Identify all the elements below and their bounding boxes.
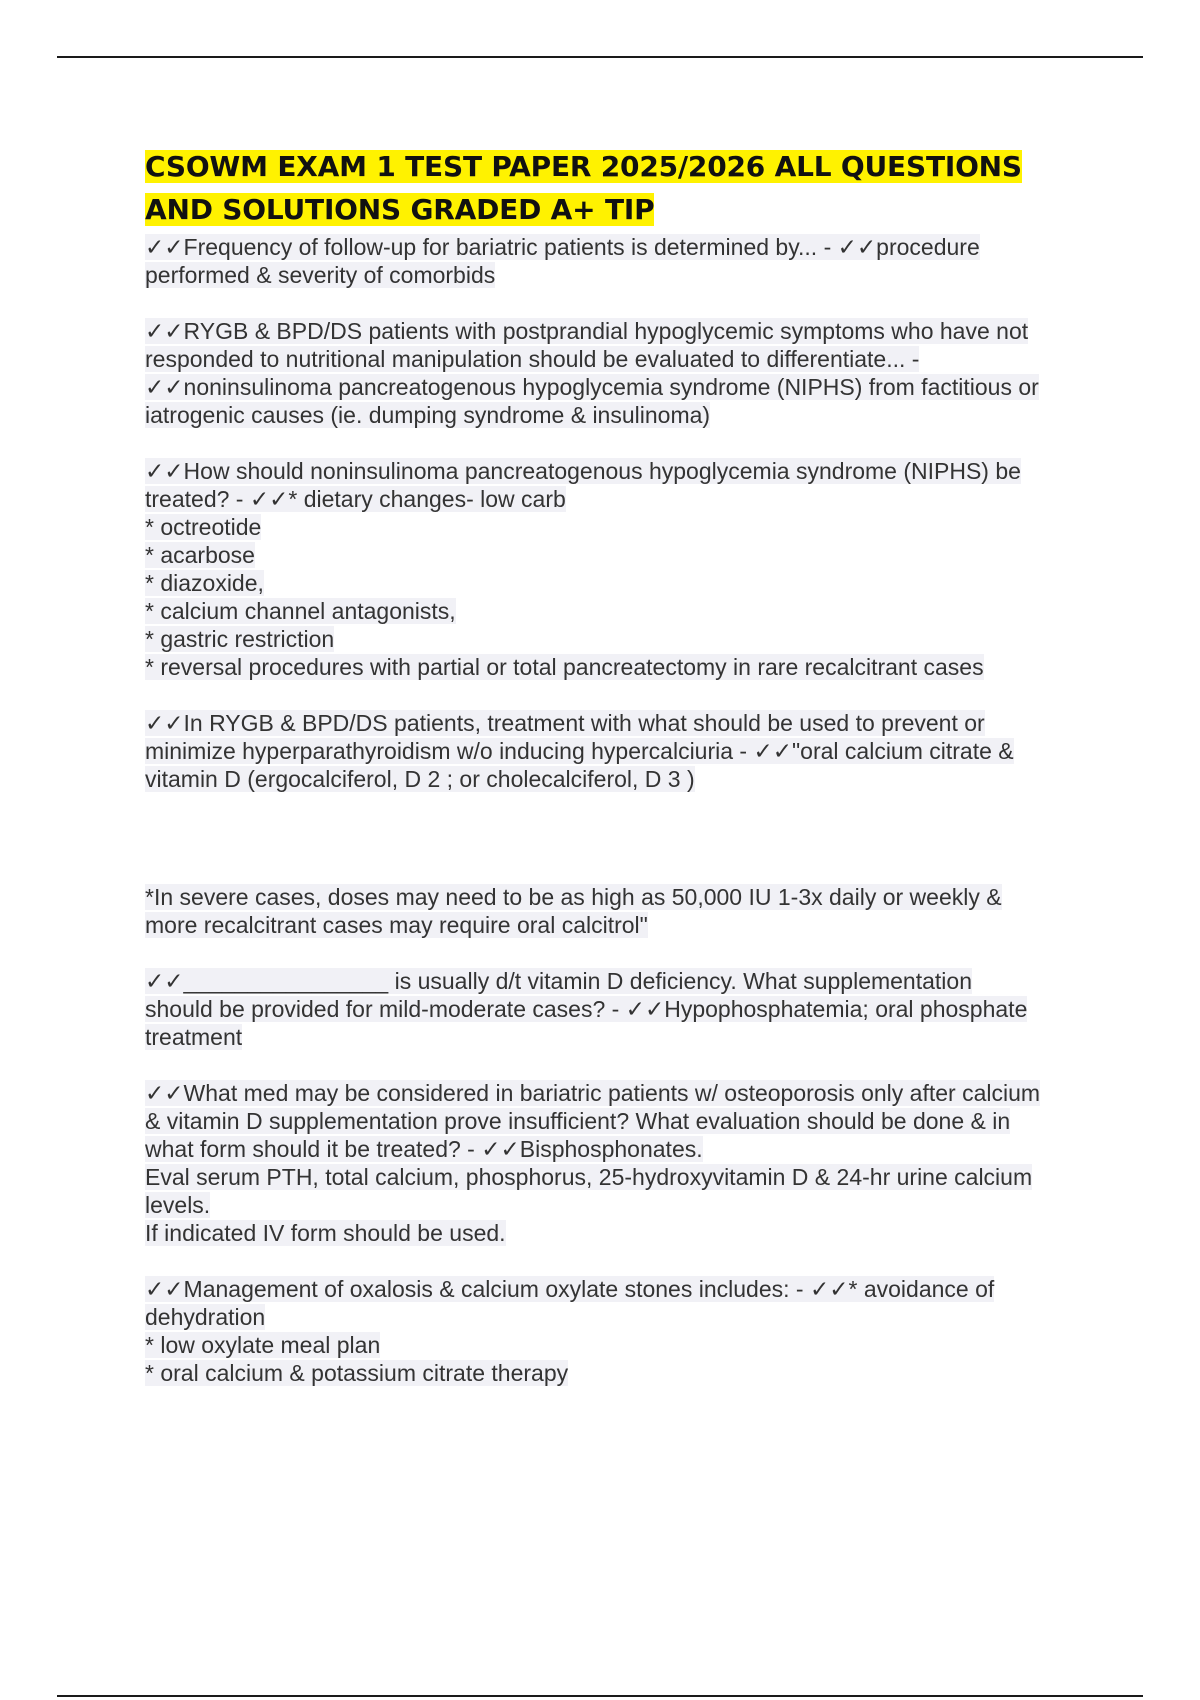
document-title xyxy=(145,145,1090,231)
qa-line: levels. xyxy=(145,1192,211,1218)
qa-item xyxy=(145,457,1090,681)
qa-line: ✓✓________________ is usually d/t vitamin D deficiency. What supplementation xyxy=(145,968,972,994)
qa-line: ✓✓noninsulinoma pancreatogenous hypoglycemia syndrome (NIPHS) from factitious or xyxy=(145,374,1039,400)
qa-line: ✓✓What med may be considered in bariatric patients w/ osteoporosis only after calcium xyxy=(145,1080,1041,1106)
qa-item xyxy=(145,1079,1090,1247)
qa-line: *In severe cases, doses may need to be as high as 50,000 IU 1-3x daily or weekly & xyxy=(145,884,1002,910)
qa-item xyxy=(145,317,1090,429)
blank-space xyxy=(145,821,1090,883)
qa-line: should be provided for mild-moderate cases? - ✓✓Hypophosphatemia; oral phosphate xyxy=(145,996,1028,1022)
qa-line: If indicated IV form should be used. xyxy=(145,1220,506,1246)
qa-item xyxy=(145,883,1090,939)
qa-line: minimize hyperparathyroidism w/o inducing hypercalciuria - ✓✓"oral calcium citrate & xyxy=(145,738,1014,764)
top-rule xyxy=(57,56,1143,58)
qa-line: * octreotide xyxy=(145,514,262,540)
qa-line: * calcium channel antagonists, xyxy=(145,598,456,624)
qa-line: * acarbose xyxy=(145,542,255,568)
qa-line: more recalcitrant cases may require oral calcitrol" xyxy=(145,912,648,938)
qa-item xyxy=(145,709,1090,793)
qa-item xyxy=(145,967,1090,1051)
qa-line: Eval serum PTH, total calcium, phosphorus, 25-hydroxyvitamin D & 24-hr urine calcium xyxy=(145,1164,1033,1190)
qa-line: treatment xyxy=(145,1024,243,1050)
title-line: CSOWM EXAM 1 TEST PAPER 2025/2026 ALL QUESTIONS xyxy=(145,150,1022,183)
qa-line: ✓✓Management of oxalosis & calcium oxylate stones includes: - ✓✓* avoidance of xyxy=(145,1276,995,1302)
qa-line: * gastric restriction xyxy=(145,626,335,652)
qa-line: ✓✓Frequency of follow-up for bariatric patients is determined by... - ✓✓procedure xyxy=(145,234,980,260)
qa-line: vitamin D (ergocalciferol, D 2 ; or cholecalciferol, D 3 ) xyxy=(145,766,695,792)
qa-line: treated? - ✓✓* dietary changes- low carb xyxy=(145,486,566,512)
qa-line: * low oxylate meal plan xyxy=(145,1332,381,1358)
qa-line: & vitamin D supplementation prove insufficient? What evaluation should be done & in xyxy=(145,1108,1011,1134)
qa-line: responded to nutritional manipulation should be evaluated to differentiate... - xyxy=(145,346,920,372)
qa-item xyxy=(145,1275,1090,1387)
qa-line: performed & severity of comorbids xyxy=(145,262,496,288)
document-body xyxy=(145,145,1090,1415)
qa-line: what form should it be treated? - ✓✓Bisphosphonates. xyxy=(145,1136,703,1162)
qa-item xyxy=(145,233,1090,289)
qa-line: ✓✓RYGB & BPD/DS patients with postprandial hypoglycemic symptoms who have not xyxy=(145,318,1029,344)
title-line: AND SOLUTIONS GRADED A+ TIP xyxy=(145,193,655,226)
qa-line: ✓✓How should noninsulinoma pancreatogenous hypoglycemia syndrome (NIPHS) be xyxy=(145,458,1021,484)
qa-line: dehydration xyxy=(145,1304,266,1330)
qa-line: * diazoxide, xyxy=(145,570,264,596)
qa-line: iatrogenic causes (ie. dumping syndrome & insulinoma) xyxy=(145,402,711,428)
bottom-rule xyxy=(57,1695,1143,1697)
qa-line: * oral calcium & potassium citrate therapy xyxy=(145,1360,569,1386)
qa-line: * reversal procedures with partial or total pancreatectomy in rare recalcitrant cases xyxy=(145,654,984,680)
qa-line: ✓✓In RYGB & BPD/DS patients, treatment with what should be used to prevent or xyxy=(145,710,985,736)
